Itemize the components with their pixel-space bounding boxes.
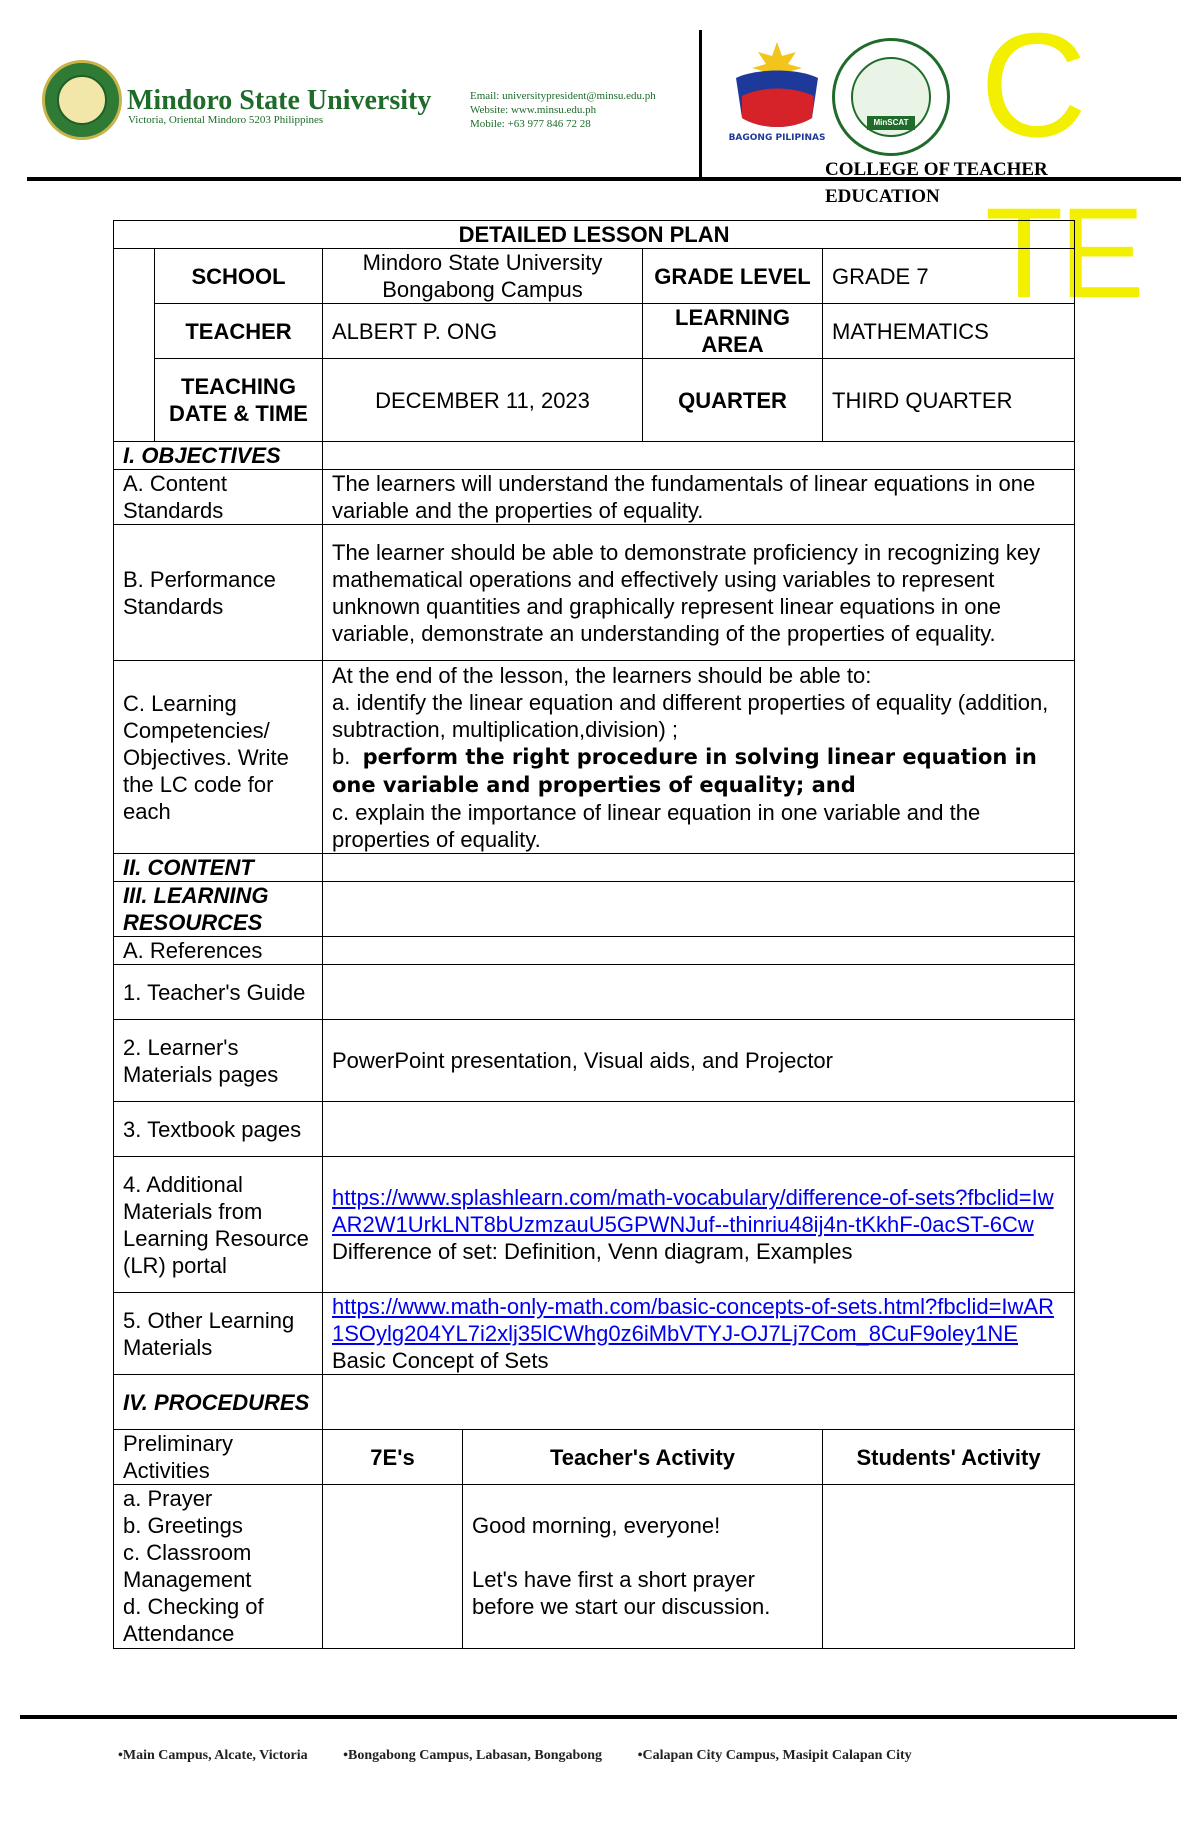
other-materials-cell (323, 1293, 1075, 1375)
other-materials-label: 5. Other Learning Materials (114, 1293, 323, 1375)
teacher-greeting: Good morning, everyone! (472, 1513, 721, 1538)
procedures-heading: IV. PROCEDURES (114, 1375, 323, 1430)
other-materials-link[interactable]: https://www.math-only-math.com/basic-concepts-of-sets.html?fbclid=IwAR1SOylg204YL7i2xlj35lCWhg0z6iMbVTYJ-OJ7Lj7Com_8CuF9oley1NE (332, 1294, 1054, 1346)
university-name: Mindoro State University (127, 85, 432, 116)
content-blank (323, 854, 1075, 882)
university-address: Victoria, Oriental Mindoro 5203 Philippines (128, 114, 324, 126)
contact-email: Email: universitypresident@minsu.edu.ph (470, 90, 656, 102)
learners-materials-label: 2. Learner's Materials pages (114, 1020, 323, 1102)
cte-college-logo (832, 38, 950, 156)
references-blank (323, 937, 1075, 965)
performance-standards-label: B. Performance Standards (114, 525, 323, 661)
competency-b-prefix: b. (332, 743, 351, 769)
cte-watermark-te: TE (985, 182, 1141, 325)
college-name: COLLEGE OF TEACHER EDUCATION (825, 159, 1048, 207)
learning-resources-blank (323, 882, 1075, 937)
additional-materials-cell (323, 1157, 1075, 1293)
learners-materials-value: PowerPoint presentation, Visual aids, and Projector (323, 1020, 1075, 1102)
students-activity-blank (823, 1485, 1075, 1649)
university-seal-logo (42, 60, 122, 140)
content-standards-label: A. Content Standards (114, 470, 323, 525)
teacher-label: TEACHER (155, 304, 323, 359)
bagong-pilipinas-text: BAGONG PILIPINAS (728, 133, 826, 143)
contact-block (470, 89, 656, 131)
competency-a: a. identify the linear equation and different properties of equality (addition, subtraction, multiplication,division) ; (332, 689, 1049, 742)
col-header-7es: 7E's (323, 1430, 463, 1485)
learning-resources-heading: III. LEARNING RESOURCES (114, 882, 323, 937)
bagong-pilipinas-logo (722, 38, 832, 148)
cte-logo-tag: MinSCAT (867, 116, 915, 130)
objectives-heading-blank (323, 442, 1075, 470)
procedures-blank (323, 1375, 1075, 1430)
contact-mobile: Mobile: +63 977 846 72 28 (470, 118, 591, 130)
learning-area-label: LEARNING AREA (643, 304, 823, 359)
contact-website: Website: www.minsu.edu.ph (470, 104, 597, 116)
cte-watermark-c: C (980, 3, 1087, 168)
performance-standards-text: The learner should be able to demonstrate proficiency in recognizing key mathematical operations and effectively using variables to represent unknown quantities and graphically represent linear equations in one variable, demonstrate an understanding of the properties of equality. (323, 525, 1075, 661)
content-standards-text: The learners will understand the fundamentals of linear equations in one variable and the properties of equality. (323, 470, 1075, 525)
competency-b-text: perform the right procedure in solving linear equation in one variable and properties of equality; and (332, 744, 1037, 797)
footer-campus-bongabong: •Bongabong Campus, Labasan, Bongabong (343, 1748, 603, 1763)
school-value: Mindoro State University Bongabong Campus (323, 249, 643, 304)
footer-campus-calapan: •Calapan City Campus, Masipit Calapan City (637, 1748, 912, 1763)
grade-level-value: GRADE 7 (823, 249, 1075, 304)
header-divider (699, 30, 702, 178)
footer-campus-main: •Main Campus, Alcate, Victoria (118, 1748, 308, 1763)
objectives-heading: I. OBJECTIVES (114, 442, 323, 470)
textbook-pages-blank (323, 1102, 1075, 1157)
col-header-students-activity: Students' Activity (823, 1430, 1075, 1485)
teacher-prayer: Let's have first a short prayer before we start our discussion. (472, 1567, 771, 1619)
competencies-cell (323, 661, 1075, 854)
footer-campuses (118, 1748, 944, 1764)
teachers-guide-label: 1. Teacher's Guide (114, 965, 323, 1020)
references-label: A. References (114, 937, 323, 965)
other-materials-desc: Basic Concept of Sets (332, 1348, 549, 1373)
lesson-plan-table (113, 220, 1075, 1649)
teacher-value: ALBERT P. ONG (323, 304, 643, 359)
competencies-label: C. Learning Competencies/ Objectives. Write the LC code for each (114, 661, 323, 854)
learning-area-value: MATHEMATICS (823, 304, 1075, 359)
teaching-date-value: DECEMBER 11, 2023 (323, 359, 643, 442)
quarter-value: THIRD QUARTER (823, 359, 1075, 442)
additional-materials-desc: Difference of set: Definition, Venn diagram, Examples (332, 1239, 853, 1264)
textbook-pages-label: 3. Textbook pages (114, 1102, 323, 1157)
blank-margin-cell (114, 249, 155, 442)
prelim-7es-blank (323, 1485, 463, 1649)
competencies-intro: At the end of the lesson, the learners should be able to: (332, 662, 872, 688)
teaching-date-label: TEACHING DATE & TIME (155, 359, 323, 442)
competency-b (332, 743, 1065, 799)
school-label: SCHOOL (155, 249, 323, 304)
preliminary-activities-label: Preliminary Activities (114, 1430, 323, 1485)
content-heading: II. CONTENT (114, 854, 323, 882)
teacher-activity-cell (463, 1485, 823, 1649)
quarter-label: QUARTER (643, 359, 823, 442)
additional-materials-link[interactable]: https://www.splashlearn.com/math-vocabulary/difference-of-sets?fbclid=IwAR2W1UrkLNT8bUzmzauU5GPWNJuf--thinriu48ij4n-tKkhF-0acST-6Cw (332, 1185, 1054, 1237)
footer-rule (20, 1715, 1177, 1719)
lesson-plan-title: DETAILED LESSON PLAN (114, 221, 1075, 249)
teachers-guide-blank (323, 965, 1075, 1020)
preliminary-items: a. Prayer b. Greetings c. Classroom Management d. Checking of Attendance (114, 1485, 323, 1649)
grade-level-label: GRADE LEVEL (643, 249, 823, 304)
additional-materials-label: 4. Additional Materials from Learning Resource (LR) portal (114, 1157, 323, 1293)
competency-c: c. explain the importance of linear equation in one variable and the properties of equality. (332, 799, 981, 852)
col-header-teacher-activity: Teacher's Activity (463, 1430, 823, 1485)
